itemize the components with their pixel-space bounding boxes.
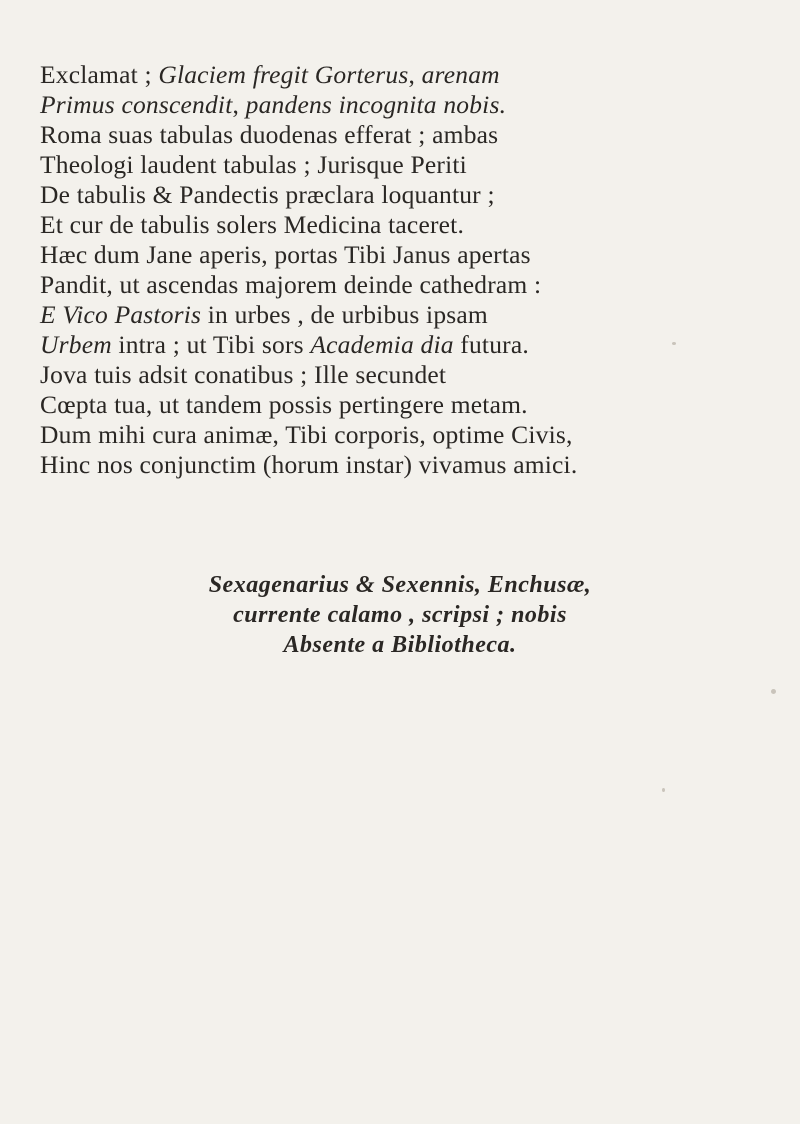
paper-speck xyxy=(662,788,665,792)
poem-line-14: Hinc nos conjunctim (horum instar) vivamus amici. xyxy=(40,450,578,479)
signature-block xyxy=(0,570,800,660)
poem-line-2: Primus conscendit, pandens incognita nobis. xyxy=(40,90,507,119)
paper-speck xyxy=(672,342,676,345)
poem-line-11: Jova tuis adsit conatibus ; Ille secundet xyxy=(40,360,447,389)
poem-line-12: Cœpta tua, ut tandem possis pertingere metam. xyxy=(40,390,528,419)
poem-line-6: Et cur de tabulis solers Medicina taceret. xyxy=(40,210,465,239)
signature-line-1: Sexagenarius & Sexennis, Enchusæ, xyxy=(208,572,592,598)
poem-line-9: E Vico Pastoris in urbes , de urbibus ipsam xyxy=(40,300,488,329)
signature-line-3: Absente a Bibliotheca. xyxy=(283,632,517,658)
poem-line-13: Dum mihi cura animæ, Tibi corporis, optime Civis, xyxy=(40,420,573,449)
poem-line-7: Hæc dum Jane aperis, portas Tibi Janus apertas xyxy=(40,240,531,269)
signature-line-2: currente calamo , scripsi ; nobis xyxy=(233,602,567,628)
poem-line-1: Exclamat ; Glaciem fregit Gorterus, arenam xyxy=(40,60,500,89)
poem-line-4: Theologi laudent tabulas ; Jurisque Periti xyxy=(40,150,467,179)
poem-line-3: Roma suas tabulas duodenas efferat ; ambas xyxy=(40,120,499,149)
poem-body xyxy=(40,60,780,480)
poem-line-5: De tabulis & Pandectis præclara loquantur ; xyxy=(40,180,495,209)
poem-line-8: Pandit, ut ascendas majorem deinde cathedram : xyxy=(40,270,542,299)
poem-line-10: Urbem intra ; ut Tibi sors Academia dia futura. xyxy=(40,330,529,359)
paper-speck xyxy=(771,689,776,694)
